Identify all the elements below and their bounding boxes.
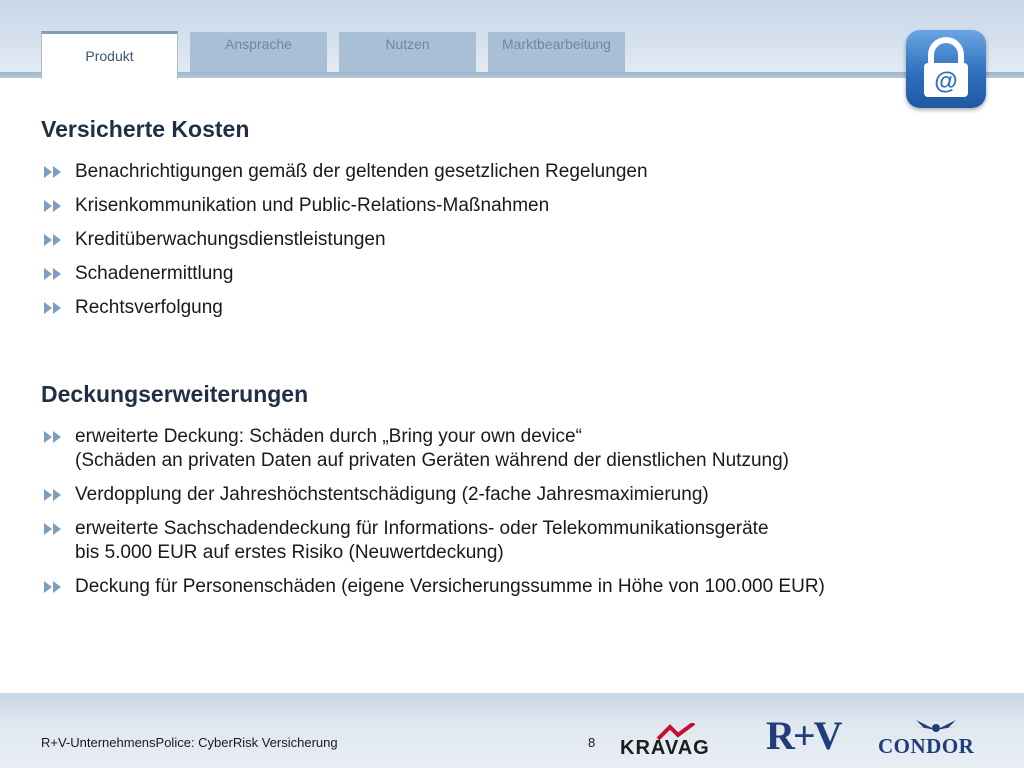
tab-label: Produkt: [85, 48, 134, 64]
kravag-logo: [620, 723, 734, 759]
tab-produkt[interactable]: [41, 31, 178, 79]
tab-marktbearbeitung[interactable]: [488, 32, 625, 72]
kravag-logo-text: KRAVAG: [620, 737, 710, 759]
tab-label: Marktbearbeitung: [502, 36, 611, 52]
list-item: [42, 228, 982, 252]
tab-nutzen[interactable]: [339, 32, 476, 72]
tab-ansprache[interactable]: [190, 32, 327, 72]
double-arrow-icon: [44, 302, 64, 314]
list-item: [42, 160, 982, 184]
double-arrow-icon: [44, 523, 64, 535]
list-item-text: Rechtsverfolgung: [75, 297, 223, 318]
lock-at-icon: [906, 30, 986, 108]
list-item-text: erweiterte Sachschadendeckung für Informations- oder Telekommunikationsgeräte: [75, 518, 769, 539]
footer-band: [0, 693, 1024, 768]
list-item: [42, 194, 982, 218]
list-deckungserweiterungen: [42, 425, 982, 599]
list-item: [42, 262, 982, 286]
section-title-versicherte-kosten: Versicherte Kosten: [41, 116, 250, 142]
list-item-text: Kreditüberwachungsdienstleistungen: [75, 229, 386, 250]
double-arrow-icon: [44, 431, 64, 443]
double-arrow-icon: [44, 200, 64, 212]
condor-logo: [878, 718, 992, 760]
list-item: [42, 517, 982, 565]
svg-text:@: @: [934, 68, 958, 95]
list-item: [42, 425, 982, 473]
double-arrow-icon: [44, 234, 64, 246]
list-item: [42, 483, 982, 507]
tab-label: Ansprache: [225, 36, 292, 52]
list-item: [42, 575, 982, 599]
list-item-text: Verdopplung der Jahreshöchstentschädigung (2-fache Jahresmaximierung): [75, 484, 709, 505]
list-item-text: Krisenkommunikation und Public-Relations-Maßnahmen: [75, 195, 550, 216]
rv-logo-text: R+V: [766, 713, 841, 758]
list-item-text: (Schäden an privaten Daten auf privaten Geräten während der dienstlichen Nutzung): [75, 450, 789, 471]
section-title-deckungserweiterungen: Deckungserweiterungen: [41, 381, 309, 407]
list-item-text: Benachrichtigungen gemäß der geltenden gesetzlichen Regelungen: [75, 161, 648, 182]
double-arrow-icon: [44, 489, 64, 501]
list-item-text: Deckung für Personenschäden (eigene Versicherungssumme in Höhe von 100.000 EUR): [75, 576, 825, 597]
double-arrow-icon: [44, 166, 64, 178]
list-item: [42, 296, 982, 320]
condor-logo-text: CONDOR: [878, 734, 975, 758]
list-item-text: Schadenermittlung: [75, 263, 234, 284]
condor-wings-icon: [912, 718, 960, 734]
list-item-text: bis 5.000 EUR auf erstes Risiko (Neuwertdeckung): [75, 542, 504, 563]
page-number: 8: [588, 735, 596, 750]
double-arrow-icon: [44, 268, 64, 280]
footer-title: R+V-UnternehmensPolice: CyberRisk Versicherung: [41, 735, 338, 750]
tab-label: Nutzen: [385, 36, 430, 52]
double-arrow-icon: [44, 581, 64, 593]
rv-logo: [766, 713, 852, 758]
list-versicherte-kosten: [42, 160, 982, 320]
list-item-text: erweiterte Deckung: Schäden durch „Bring your own device“: [75, 426, 582, 447]
